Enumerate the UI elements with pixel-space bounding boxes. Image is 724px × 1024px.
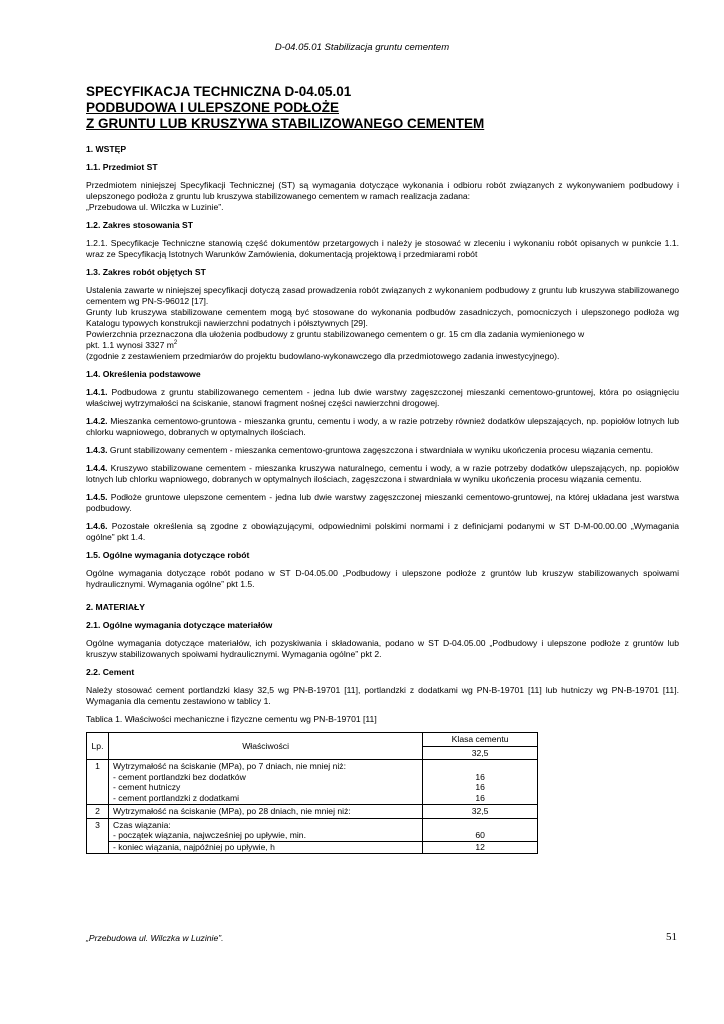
definition-number: 1.4.6. xyxy=(86,521,108,531)
table-row xyxy=(87,760,538,805)
row-value xyxy=(423,818,538,854)
property-line: - cement portlandzki z dodatkami xyxy=(112,792,240,803)
subsection-heading: 1.1. Przedmiot ST xyxy=(86,162,158,172)
definition xyxy=(86,492,679,514)
table-row xyxy=(87,818,538,854)
definition xyxy=(86,445,679,456)
table-header-row xyxy=(87,733,538,747)
paragraph: Powierzchnia przeznaczona dla ułożenia podbudowy z gruntu stabilizowanego cementem o gr. 15 cm dla zadania wymienionego w xyxy=(86,329,585,339)
definition-number: 1.4.1. xyxy=(86,387,108,397)
row-lp: 1 xyxy=(87,760,109,805)
property-line: - koniec wiązania, najpóźniej po upływie, h xyxy=(109,841,422,853)
definition xyxy=(86,463,679,485)
property-line: - cement hutniczy xyxy=(112,782,181,792)
value-line: 12 xyxy=(423,841,537,853)
row-property: Wytrzymałość na ściskanie (MPa), po 28 dniach, nie mniej niż: xyxy=(108,805,422,819)
paragraph: Przedmiotem niniejszej Specyfikacji Technicznej (ST) są wymagania dotyczące wykonania i odbioru robót związanych z wykonywaniem podbudowy i ulepszonego podłoża z gruntu lub kruszywa stabilizowanego cementem w ramach realizacja zadana: xyxy=(86,180,679,201)
page-number: 51 xyxy=(666,931,677,943)
row-lp: 2 xyxy=(87,805,109,819)
paragraph: Grunty lub kruszywa stabilizowane cementem mogą być stosowane do wykonania podbudów zasadniczych, pomocniczych i ulepszonego podłoża wg Katalogu typowych konstrukcji nawierzchni podatnych i półsztywnych [29]. xyxy=(86,307,679,328)
definition-text: Podłoże gruntowe ulepszone cementem - jedna lub dwie warstwy zagęszczonej mieszanki cementowo-gruntowej, na której układana jest warstwa podbudowy. xyxy=(86,492,679,513)
property-line: Czas wiązania: xyxy=(112,819,171,830)
subsection-heading: 2.1. Ogólne wymagania dotyczące materiałów xyxy=(86,620,273,630)
title-line-3: Z GRUNTU LUB KRUSZYWA STABILIZOWANEGO CEMENTEM xyxy=(86,116,485,131)
header-properties: Właściwości xyxy=(108,733,422,760)
page-header: D-04.05.01 Stabilizacja gruntu cementem xyxy=(274,42,450,53)
definition xyxy=(86,387,679,409)
definition-text: Pozostałe określenia są zgodne z obowiązującymi, odpowiednimi polskimi normami i z definicjami podanymi w ST D-M-00.00.00 „Wymagania ogólne” pkt 1.4. xyxy=(86,521,679,542)
paragraph: Ogólne wymagania dotyczące robót podano w ST D-04.05.00 „Podbudowy i ulepszone podłoże z gruntów lub kruszyw stabilizowanych spoiwami hydraulicznymi. Wymagania ogólne” pkt 1.5. xyxy=(86,568,679,589)
definition-text: Kruszywo stabilizowane cementem - mieszanka kruszywa naturalnego, cementu i wody, a w razie potrzeby dodatków ulepszających, np. popiołów lotnych lub chlorku wapniowego, dobranych w optymalnych ilościach, zagęszczona i stwardniała w wyniku ukończenia procesu wiązania cementu. xyxy=(86,463,679,484)
property-line: - cement portlandzki bez dodatków xyxy=(112,771,246,782)
document-title xyxy=(86,84,679,132)
value-line: 16 xyxy=(475,792,485,803)
definition-number: 1.4.2. xyxy=(86,416,108,426)
definition xyxy=(86,416,679,438)
value-line: 16 xyxy=(475,782,485,792)
document-body xyxy=(86,84,679,854)
table-row xyxy=(87,805,538,819)
definition-number: 1.4.3. xyxy=(86,445,108,455)
area-text: pkt. 1.1 wynosi 3327 m xyxy=(86,340,174,350)
value-line: 60 xyxy=(475,830,485,840)
paragraph xyxy=(86,340,679,351)
subsection-heading: 1.3. Zakres robót objętych ST xyxy=(86,267,206,277)
header-lp: Lp. xyxy=(87,733,109,760)
property-line: Wytrzymałość na ściskanie (MPa), po 7 dniach, nie mniej niż: xyxy=(112,761,346,771)
paragraph: 1.2.1. Specyfikacje Techniczne stanowią część dokumentów przetargowych i należy je stosować w zleceniu i wykonaniu robót opisanych w punkcie 1.1. wraz ze Specyfikacją Istotnych Warunków Zamówienia, dokumentacją projektową i przedmiarami robót xyxy=(86,238,679,259)
row-value: 32,5 xyxy=(423,805,538,819)
definition-number: 1.4.4. xyxy=(86,463,108,473)
definition-text: Grunt stabilizowany cementem - mieszanka cementowo-gruntowa zagęszczona i stwardniała w wyniku ukończenia procesu wiązania cementu. xyxy=(107,445,654,455)
subsection-heading: 1.5. Ogólne wymagania dotyczące robót xyxy=(86,550,250,560)
title-line-1: SPECYFIKACJA TECHNICZNA D-04.05.01 xyxy=(86,84,352,99)
cement-properties-table xyxy=(86,732,538,854)
paragraph: Należy stosować cement portlandzki klasy 32,5 wg PN-B-19701 [11], portlandzki z dodatkami wg PN-B-19701 [11] lub hutniczy wg PN-B-19701 [11]. Wymagania dla cementu zestawiono w tablicy 1. xyxy=(86,685,679,706)
row-value xyxy=(423,760,538,805)
subsection-heading: 1.2. Zakres stosowania ST xyxy=(86,220,193,230)
row-property xyxy=(108,760,422,805)
footer-project-name: „Przebudowa ul. Wilczka w Luzinie”. xyxy=(86,933,224,943)
definition xyxy=(86,521,679,543)
superscript: 2 xyxy=(173,340,178,347)
header-class-value: 32,5 xyxy=(423,746,538,760)
section-heading: 2. MATERIAŁY xyxy=(86,602,146,612)
definition-text: Mieszanka cementowo-gruntowa - mieszanka gruntu, cementu i wody, a w razie potrzeby również dodatków ulepszających, np. popiołów lotnych lub chlorku wapniowego, dobranych w optymalnych ilościach. xyxy=(86,416,679,437)
definition-number: 1.4.5. xyxy=(86,492,108,502)
title-line-2: PODBUDOWA I ULEPSZONE PODŁOŻE xyxy=(86,100,340,115)
paragraph: „Przebudowa ul. Wilczka w Luzinie”. xyxy=(86,202,224,212)
value-line: 16 xyxy=(475,771,485,782)
header-cement-class: Klasa cementu xyxy=(423,733,538,747)
paragraph: (zgodnie z zestawieniem przedmiarów do projektu budowlano-wykonawczego dla przedmiotowego zadania inwestycyjnego). xyxy=(86,351,560,361)
row-property xyxy=(108,818,422,854)
row-lp: 3 xyxy=(87,818,109,854)
paragraph: Ustalenia zawarte w niniejszej specyfikacji dotyczą zasad prowadzenia robót związanych z wykonaniem podbudowy z gruntu lub kruszywa stabilizowanego cementem wg PN-S-96012 [17]. xyxy=(86,285,679,306)
subsection-heading: 2.2. Cement xyxy=(86,667,135,677)
property-line: - początek wiązania, najwcześniej po upływie, min. xyxy=(112,830,306,840)
definition-text: Podbudowa z gruntu stabilizowanego cementem - jedna lub dwie warstwy zagęszczonej mieszanki cementowo-gruntowej, która po osiągnięciu właściwej wytrzymałości na ściskanie, stanowi fragment nośnej części nawierzchni drogowej. xyxy=(86,387,679,408)
subsection-heading: 1.4. Określenia podstawowe xyxy=(86,369,201,379)
section-heading: 1. WSTĘP xyxy=(86,144,127,154)
paragraph: Ogólne wymagania dotyczące materiałów, ich pozyskiwania i składowania, podano w ST D-04.05.00 „Podbudowy i ulepszone podłoże z gruntów lub kruszyw stabilizowanych spoiwami hydraulicznymi. Wymagania ogólne” pkt 2. xyxy=(86,638,679,659)
table-caption: Tablica 1. Właściwości mechaniczne i fizyczne cementu wg PN-B-19701 [11] xyxy=(86,714,377,724)
